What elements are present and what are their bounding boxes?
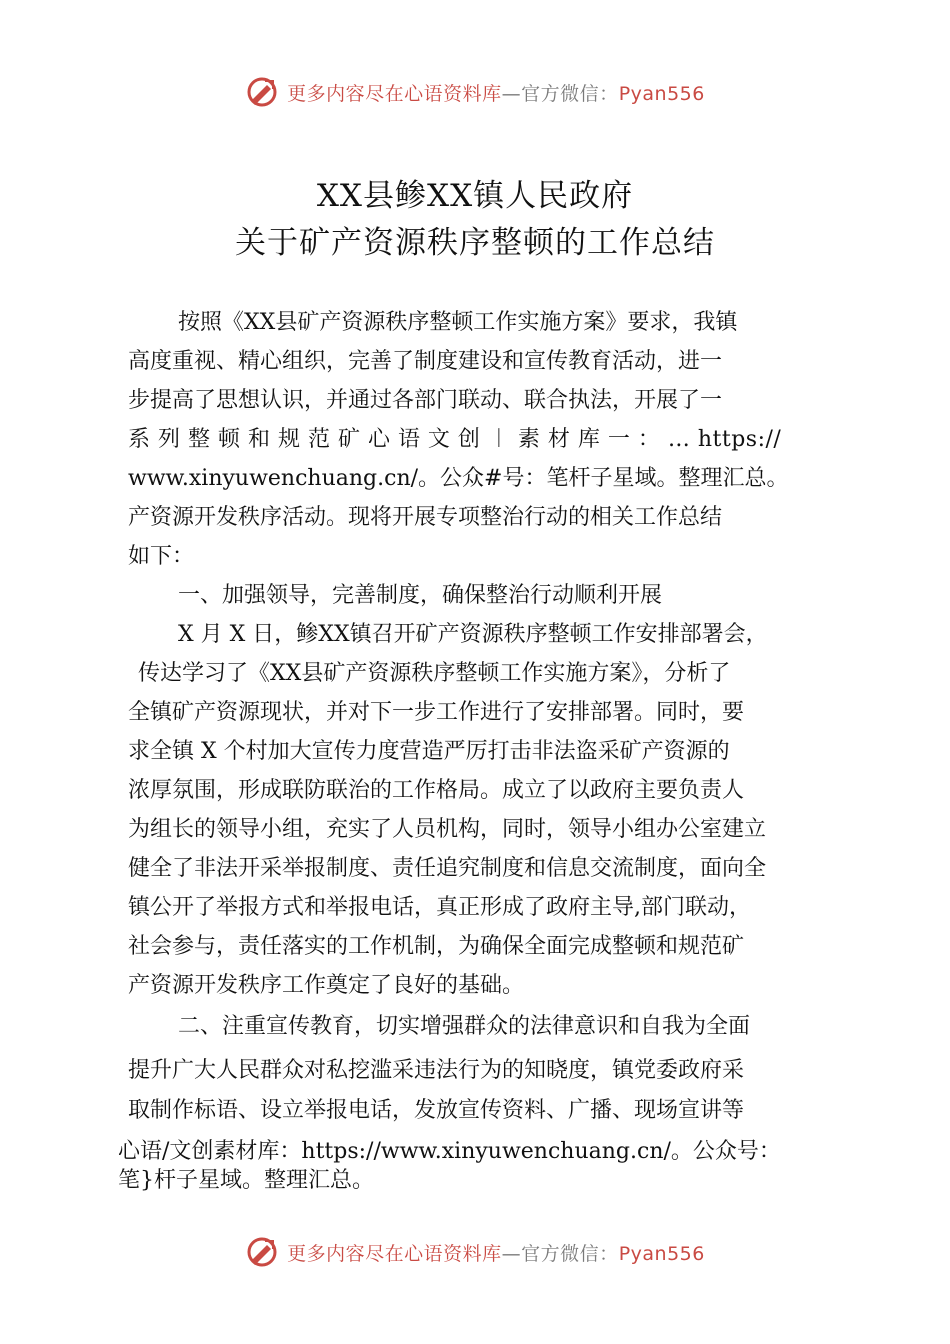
paragraph-line: 社会参与，责任落实的工作机制，为确保全面完成整顿和规范矿 (128, 934, 745, 959)
watermark-source-line: 心语/文创素材库：https://www.xinyuwenchuang.cn/。公众号： (118, 1139, 781, 1164)
paragraph-line: 如下： (128, 544, 195, 569)
paragraph-line: 高度重视、精心组织，完善了制度建设和宣传教育活动，进一 (128, 349, 723, 374)
paragraph-line: 产资源开发秩序工作奠定了良好的基础。 (128, 973, 525, 998)
paragraph-line: 镇公开了举报方式和举报电话，真正形成了政府主导,部门联动， (128, 895, 751, 920)
paragraph-line: 步提高了思想认识，并通过各部门联动、联合执法，开展了一 (128, 388, 723, 413)
paragraph-line: X 月 X 日，鲹XX镇召开矿产资源秩序整顿工作安排部署会， (178, 622, 768, 647)
paragraph-line: 提升广大人民群众对私挖滥采违法行为的知晓度，镇党委政府采 (128, 1058, 745, 1083)
watermark-source-line: 笔}杆子星域。整理汇总。 (118, 1168, 374, 1193)
paragraph-line: 按照《XX县矿产资源秩序整顿工作实施方案》要求，我镇 (178, 310, 738, 335)
banner-text: 更多内容尽在心语资料库—官方微信：Pyan556 (287, 82, 705, 105)
footer-watermark-banner (0, 1232, 950, 1272)
paragraph-line: 产资源开发秩序活动。现将开展专项整治行动的相关工作总结 (128, 505, 723, 530)
paragraph-line: 为组长的领导小组，充实了人员机构，同时，领导小组办公室建立 (128, 817, 767, 842)
section-heading-1: 一、加强领导，完善制度，确保整治行动顺利开展 (178, 583, 663, 608)
banner-text: 更多内容尽在心语资料库—官方微信：Pyan556 (287, 1242, 705, 1265)
section-heading-2: 二、注重宣传教育，切实增强群众的法律意识和自我为全面 (178, 1014, 751, 1039)
paragraph-line: 取制作标语、设立举报电话，发放宣传资料、广播、现场宣讲等 (128, 1098, 745, 1123)
document-title-line2: 关于矿产资源秩序整顿的工作总结 (235, 225, 715, 261)
document-title-line1: XX县鲹XX镇人民政府 (316, 178, 634, 214)
paragraph-line: 健全了非法开采举报制度、责任追究制度和信息交流制度，面向全 (128, 856, 767, 881)
header-watermark-banner (0, 72, 950, 112)
paragraph-line: 传达学习了《XX县矿产资源秩序整顿工作实施方案》，分析了 (138, 661, 731, 686)
brand-logo-icon (245, 1235, 279, 1269)
paragraph-line: 系 列 整 顿 和 规 范 矿 心 语 文 创 ︱ 素 材 库 一 ： … https:// (128, 427, 782, 452)
paragraph-line: 求全镇 X 个村加大宣传力度营造严厉打击非法盗采矿产资源的 (128, 739, 730, 764)
paragraph-line: 浓厚氛围，形成联防联治的工作格局。成立了以政府主要负责人 (128, 778, 745, 803)
brand-logo-icon (245, 75, 279, 109)
paragraph-line: www.xinyuwenchuang.cn/。公众#号：笔杆子星域。整理汇总。 (128, 466, 789, 491)
paragraph-line: 全镇矿产资源现状，并对下一步工作进行了安排部署。同时，要 (128, 700, 745, 725)
